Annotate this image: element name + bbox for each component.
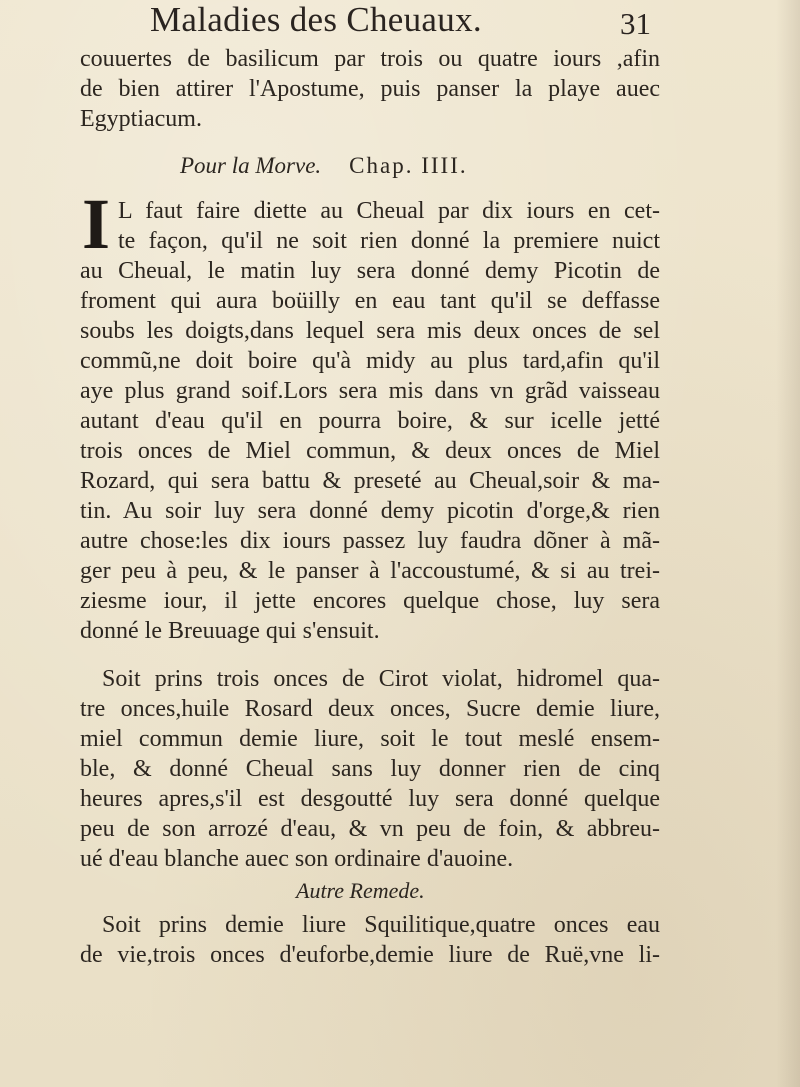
main-paragraph [80, 196, 660, 646]
text-line: tre onces,huile Rosard deux onces, Sucre demie liure, [80, 696, 660, 722]
intro-paragraph [80, 44, 660, 134]
text-line: ziesme iour, il jette encores quelque chose, luy sera [80, 588, 660, 614]
second-paragraph [80, 664, 660, 874]
page-edge-shadow [776, 0, 800, 1087]
text-line: ble, & donné Cheual sans luy donner rien de cinq [80, 756, 660, 782]
text-line: tin. Au soir luy sera donné demy picotin d'orge,& rien [80, 498, 660, 524]
chapter-heading [180, 150, 580, 182]
text-line: Soit prins demie liure Squilitique,quatre onces eau [102, 912, 660, 938]
text-line: autant d'eau qu'il en pourra boire, & sur icelle jetté [80, 408, 660, 434]
text-line: couuertes de basilicum par trois ou quatre iours ,afin [80, 46, 660, 72]
text-line: autre chose:les dix iours passez luy faudra dõner à mã- [80, 528, 660, 554]
text-line: donné le Breuuage qui s'ensuit. [80, 618, 380, 644]
text-line: miel commun demie liure, soit le tout meslé ensem- [80, 726, 660, 752]
section-subheading: Autre Remede. [296, 878, 425, 903]
text-line: Soit prins trois onces de Cirot violat, hidromel qua- [102, 666, 660, 692]
text-line: commũ,ne doit boire qu'à midy au plus tard,afin qu'il [80, 348, 660, 374]
text-line: ué d'eau blanche auec son ordinaire d'auoine. [80, 846, 514, 872]
text-line: de vie,trois onces d'euforbe,demie liure de Ruë,vne li- [80, 942, 660, 968]
text-line: peu de son arrozé d'eau, & vn peu de foin, & abbreu- [80, 816, 660, 842]
page-number: 31 [620, 6, 651, 41]
text-line: Rozard, qui sera battu & preseté au Cheual,soir & ma- [80, 468, 660, 494]
running-title: Maladies des Cheuaux. [150, 0, 482, 39]
text-line: ger peu à peu, & le panser à l'accoustumé, & si au trei- [80, 558, 660, 584]
text-line: de bien attirer l'Apostume, puis panser la playe auec [80, 76, 660, 102]
text-line: soubs les doigts,dans lequel sera mis deux onces de sel [80, 318, 660, 344]
third-paragraph [80, 910, 660, 970]
text-line: au Cheual, le matin luy sera donné demy Picotin de [80, 258, 660, 284]
chapter-title: Pour la Morve. [180, 153, 322, 178]
text-line: froment qui aura boüilly en eau tant qu'il se deffasse [80, 288, 660, 314]
text-line: Egyptiacum. [80, 106, 202, 132]
text-line: heures apres,s'il est desgoutté luy sera donné quelque [80, 786, 660, 812]
text-line: te façon, qu'il ne soit rien donné la premiere nuict [118, 228, 660, 254]
chapter-label: Chap. IIII. [349, 153, 468, 178]
text-line: trois onces de Miel commun, & deux onces de Miel [80, 438, 660, 464]
drop-cap: I [82, 184, 111, 264]
text-line: aye plus grand soif.Lors sera mis dans vn grãd vaisseau [80, 378, 660, 404]
text-line: L faut faire diette au Cheual par dix iours en cet- [118, 198, 660, 224]
